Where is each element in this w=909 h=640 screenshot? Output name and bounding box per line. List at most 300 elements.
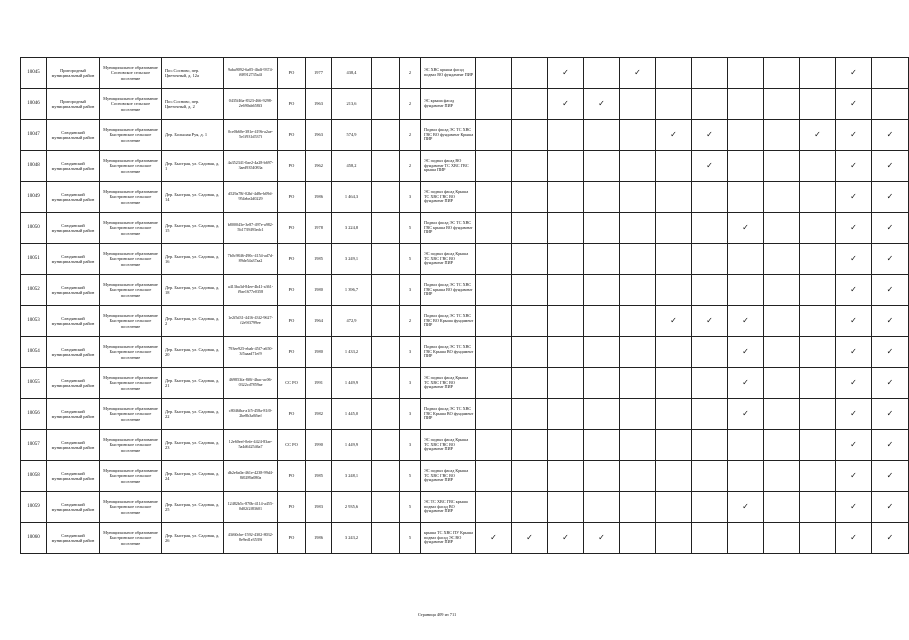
check-mark-icon: ✓ [850, 254, 857, 264]
table-row [21, 58, 909, 89]
ownership: СС РО [278, 430, 306, 461]
work-check-cell [800, 368, 836, 399]
row-id: 10047 [21, 120, 47, 151]
table-row [21, 213, 909, 244]
work-check-cell [656, 306, 692, 337]
table-row [21, 368, 909, 399]
page-number: Страница 409 из 711 [417, 612, 457, 617]
work-check-cell [836, 120, 872, 151]
work-check-cell [584, 89, 620, 120]
area: 1 445,0 [332, 399, 372, 430]
table-row [21, 151, 909, 182]
work-check-cell [512, 337, 548, 368]
work-check-cell [872, 492, 909, 523]
house-uid: 469853fa-8f0f-4bac-ac06-0322cd7859ae [224, 368, 278, 399]
work-check-cell [656, 120, 692, 151]
check-mark-icon: ✓ [562, 533, 569, 543]
work-check-cell [620, 120, 656, 151]
house-uid: 0435f46a-8323-466-9298-2e690ab658f3 [224, 89, 278, 120]
build-year: 1980 [306, 275, 332, 306]
work-check-cell [872, 151, 909, 182]
district: Слюдянский муниципальный район [47, 430, 100, 461]
floors: 3 [400, 430, 421, 461]
house-uid: 793ee925-ebab-45f7-a650-3f5aaad71ef9 [224, 337, 278, 368]
work-check-cell [548, 492, 584, 523]
row-id: 10056 [21, 399, 47, 430]
district: Пригородный муниципальный район [47, 89, 100, 120]
district: Пригородный муниципальный район [47, 58, 100, 89]
work-check-cell [836, 89, 872, 120]
ownership: РО [278, 151, 306, 182]
works-list: Подвал фасад ЭС ТС ХВС ГВС крыша ВО фундамент ПИР [421, 275, 476, 306]
row-id: 10055 [21, 368, 47, 399]
check-mark-icon: ✓ [850, 440, 857, 450]
work-check-cell [656, 337, 692, 368]
empty-cell [372, 89, 400, 120]
district: Слюдянский муниципальный район [47, 461, 100, 492]
work-check-cell [476, 368, 512, 399]
work-check-cell [764, 151, 800, 182]
empty-cell [372, 337, 400, 368]
empty-cell [372, 151, 400, 182]
district: Слюдянский муниципальный район [47, 337, 100, 368]
check-mark-icon: ✓ [742, 347, 749, 357]
work-check-cell [656, 182, 692, 213]
work-check-cell [656, 244, 692, 275]
work-check-cell [692, 430, 728, 461]
work-check-cell [512, 244, 548, 275]
address: Дер. Быстрая, ул. Садовая, д. 20 [162, 337, 224, 368]
work-check-cell [764, 244, 800, 275]
work-check-cell [872, 182, 909, 213]
work-check-cell [800, 337, 836, 368]
check-mark-icon: ✓ [886, 316, 894, 326]
table-row [21, 244, 909, 275]
work-check-cell [512, 89, 548, 120]
work-check-cell [800, 58, 836, 89]
settlement: Муниципальное образование Быстринское сельское поселение [100, 492, 162, 523]
works-list: ЭС крыша фасад фундамент ПИР [421, 89, 476, 120]
empty-cell [372, 399, 400, 430]
work-check-cell [656, 89, 692, 120]
empty-cell [372, 213, 400, 244]
check-mark-icon: ✓ [706, 316, 713, 326]
work-check-cell [476, 399, 512, 430]
floors: 3 [400, 182, 421, 213]
ownership: РО [278, 275, 306, 306]
check-mark-icon: ✓ [850, 533, 857, 543]
work-check-cell [692, 275, 728, 306]
work-check-cell [548, 58, 584, 89]
row-id: 10048 [21, 151, 47, 182]
work-check-cell [764, 399, 800, 430]
area: 1 464,3 [332, 182, 372, 213]
ownership: РО [278, 492, 306, 523]
check-mark-icon: ✓ [850, 285, 857, 295]
work-check-cell [836, 461, 872, 492]
works-list: ЭС подвал фасад Крыша ТС ХВС ГВС ВО фундамент ПИР [421, 461, 476, 492]
area: 3 243,2 [332, 523, 372, 554]
house-uid: 4a352341-0ae2-4a28-b697-3aed9354083a [224, 151, 278, 182]
check-mark-icon: ✓ [850, 223, 857, 233]
work-check-cell [620, 275, 656, 306]
ownership: РО [278, 120, 306, 151]
area: 574,9 [332, 120, 372, 151]
work-check-cell [800, 461, 836, 492]
house-uid: 0ce0b60e-381e-419b-a2ae-5e1f931d537f [224, 120, 278, 151]
work-check-cell [512, 430, 548, 461]
house-uid: b800043e-3e87-497e-a982-5b1739493edc1 [224, 213, 278, 244]
work-check-cell [800, 399, 836, 430]
work-check-cell [620, 213, 656, 244]
work-check-cell [476, 58, 512, 89]
work-check-cell [656, 213, 692, 244]
area: 3 224,8 [332, 213, 372, 244]
work-check-cell [692, 89, 728, 120]
work-check-cell [512, 120, 548, 151]
work-check-cell [620, 151, 656, 182]
floors: 3 [400, 337, 421, 368]
check-mark-icon: ✓ [850, 409, 857, 419]
work-check-cell [692, 461, 728, 492]
work-check-cell [872, 120, 909, 151]
check-mark-icon: ✓ [886, 409, 894, 419]
work-check-cell [584, 275, 620, 306]
address: Дер. Быстрая, ул. Садовая, д. 26 [162, 523, 224, 554]
work-check-cell [692, 368, 728, 399]
work-check-cell [764, 58, 800, 89]
works-list: ЭС подвал фасад Крыша ТС ХВС ГВС ВО фундамент ПИР [421, 244, 476, 275]
floors: 5 [400, 244, 421, 275]
work-check-cell [728, 337, 764, 368]
empty-cell [372, 244, 400, 275]
area: 458,2 [332, 151, 372, 182]
work-check-cell [512, 275, 548, 306]
work-check-cell [872, 430, 909, 461]
ownership: РО [278, 89, 306, 120]
work-check-cell [800, 182, 836, 213]
house-uid: db2e6a0a-461e-4238-99d4-8f0289a080a [224, 461, 278, 492]
work-check-cell [476, 523, 512, 554]
work-check-cell [656, 430, 692, 461]
work-check-cell [548, 337, 584, 368]
housing-register-table [20, 57, 909, 554]
check-mark-icon: ✓ [850, 502, 857, 512]
table-row [21, 399, 909, 430]
check-mark-icon: ✓ [886, 378, 894, 388]
work-check-cell [548, 182, 584, 213]
empty-cell [372, 430, 400, 461]
work-check-cell [584, 399, 620, 430]
floors: 2 [400, 151, 421, 182]
check-mark-icon: ✓ [706, 161, 713, 171]
work-check-cell [692, 399, 728, 430]
district: Слюдянский муниципальный район [47, 523, 100, 554]
work-check-cell [728, 523, 764, 554]
ownership: РО [278, 182, 306, 213]
table-row [21, 182, 909, 213]
build-year: 1963 [306, 120, 332, 151]
work-check-cell [548, 275, 584, 306]
settlement: Муниципальное образование Сосновское сельское поселение [100, 89, 162, 120]
check-mark-icon: ✓ [850, 378, 857, 388]
work-check-cell [656, 461, 692, 492]
work-check-cell [764, 120, 800, 151]
settlement: Муниципальное образование Быстринское сельское поселение [100, 120, 162, 151]
area: 1 449,9 [332, 430, 372, 461]
check-mark-icon: ✓ [814, 130, 821, 140]
ownership: СС РО [278, 368, 306, 399]
house-uid: c8046fba-a1f5-458a-81f0-2be8b3a0fbef [224, 399, 278, 430]
check-mark-icon: ✓ [850, 347, 857, 357]
settlement: Муниципальное образование Быстринское сельское поселение [100, 151, 162, 182]
work-check-cell [836, 58, 872, 89]
work-check-cell [836, 430, 872, 461]
work-check-cell [764, 213, 800, 244]
work-check-cell [728, 244, 764, 275]
works-list: крыша ТС ХВС ПУ Крыша подвал фасад ЭС ВО фундамент ПИР [421, 523, 476, 554]
check-mark-icon: ✓ [886, 533, 894, 543]
work-check-cell [584, 368, 620, 399]
area: 2 935,6 [332, 492, 372, 523]
check-mark-icon: ✓ [742, 378, 749, 388]
row-id: 10052 [21, 275, 47, 306]
address: Пос.Сосново, пер. Цветочный, д. 2 [162, 89, 224, 120]
works-list: Подвал фасад ЭС ТС ХВС ГВС Крыша ВО фундамент ПИР [421, 337, 476, 368]
district: Слюдянский муниципальный район [47, 244, 100, 275]
check-mark-icon: ✓ [886, 223, 894, 233]
row-id: 10054 [21, 337, 47, 368]
work-check-cell [656, 523, 692, 554]
check-mark-icon: ✓ [850, 68, 857, 78]
check-mark-icon: ✓ [670, 130, 677, 140]
address: Дер. Быстрая, ул. Садовая, д. 23 [162, 430, 224, 461]
work-check-cell [584, 337, 620, 368]
check-mark-icon: ✓ [886, 192, 894, 202]
check-mark-icon: ✓ [526, 533, 533, 543]
work-check-cell [692, 182, 728, 213]
work-check-cell [656, 58, 692, 89]
work-check-cell [764, 523, 800, 554]
work-check-cell [620, 58, 656, 89]
floors: 2 [400, 89, 421, 120]
check-mark-icon: ✓ [850, 130, 857, 140]
work-check-cell [512, 461, 548, 492]
check-mark-icon: ✓ [598, 533, 605, 543]
check-mark-icon: ✓ [670, 316, 677, 326]
address: Пос.Сосново, пер. Цветочный, д. 12а [162, 58, 224, 89]
work-check-cell [656, 492, 692, 523]
address: Дер. Быстрая, ул. Садовая, д. 1 [162, 151, 224, 182]
build-year: 1985 [306, 244, 332, 275]
work-check-cell [692, 120, 728, 151]
work-check-cell [728, 89, 764, 120]
empty-cell [372, 306, 400, 337]
work-check-cell [692, 337, 728, 368]
work-check-cell [872, 244, 909, 275]
work-check-cell [764, 337, 800, 368]
work-check-cell [512, 213, 548, 244]
work-check-cell [584, 461, 620, 492]
row-id: 10053 [21, 306, 47, 337]
address: Дер. Быстрая, ул. Садовая, д. 18 [162, 275, 224, 306]
row-id: 10051 [21, 244, 47, 275]
work-check-cell [872, 89, 909, 120]
district: Слюдянский муниципальный район [47, 368, 100, 399]
work-check-cell [476, 182, 512, 213]
floors: 3 [400, 275, 421, 306]
works-list: Подвал фасад ЭС ТС ХВС ГВС ВО Крыша фундамент ПИР [421, 306, 476, 337]
table-row [21, 337, 909, 368]
work-check-cell [512, 182, 548, 213]
row-id: 10046 [21, 89, 47, 120]
work-check-cell [584, 213, 620, 244]
district: Слюдянский муниципальный район [47, 213, 100, 244]
build-year: 1985 [306, 461, 332, 492]
settlement: Муниципальное образование Быстринское сельское поселение [100, 523, 162, 554]
work-check-cell [836, 244, 872, 275]
work-check-cell [800, 213, 836, 244]
work-check-cell [836, 523, 872, 554]
work-check-cell [620, 430, 656, 461]
check-mark-icon: ✓ [850, 471, 857, 481]
work-check-cell [656, 275, 692, 306]
check-mark-icon: ✓ [598, 99, 605, 109]
row-id: 10045 [21, 58, 47, 89]
work-check-cell [872, 275, 909, 306]
row-id: 10049 [21, 182, 47, 213]
build-year: 1982 [306, 399, 332, 430]
work-check-cell [836, 151, 872, 182]
check-mark-icon: ✓ [742, 409, 749, 419]
work-check-cell [512, 151, 548, 182]
table-row [21, 492, 909, 523]
works-list: ЭС подвал фасад Крыша ТС ХВС ГВС ВО фундамент ПИР [421, 182, 476, 213]
work-check-cell [584, 151, 620, 182]
area: 213,6 [332, 89, 372, 120]
settlement: Муниципальное образование Быстринское сельское поселение [100, 306, 162, 337]
settlement: Муниципальное образование Быстринское сельское поселение [100, 368, 162, 399]
work-check-cell [764, 430, 800, 461]
floors: 2 [400, 306, 421, 337]
work-check-cell [872, 523, 909, 554]
work-check-cell [692, 523, 728, 554]
work-check-cell [548, 120, 584, 151]
settlement: Муниципальное образование Быстринское сельское поселение [100, 182, 162, 213]
empty-cell [372, 523, 400, 554]
table-row [21, 120, 909, 151]
table-row [21, 275, 909, 306]
house-uid: 7b0c9846-490c-4154-ad7d-89de54a37aa2 [224, 244, 278, 275]
empty-cell [372, 492, 400, 523]
area: 1 433,2 [332, 337, 372, 368]
work-check-cell [512, 368, 548, 399]
table-row [21, 306, 909, 337]
floors: 2 [400, 58, 421, 89]
work-check-cell [728, 213, 764, 244]
work-check-cell [728, 368, 764, 399]
area: 1 396,7 [332, 275, 372, 306]
work-check-cell [800, 523, 836, 554]
area: 1 449,9 [332, 368, 372, 399]
floors: 5 [400, 523, 421, 554]
work-check-cell [800, 306, 836, 337]
ownership: РО [278, 306, 306, 337]
work-check-cell [548, 430, 584, 461]
work-check-cell [764, 275, 800, 306]
house-uid: 43f60cbe-1592-4302-8032-8e9ed1e3539f [224, 523, 278, 554]
work-check-cell [584, 492, 620, 523]
ownership: РО [278, 244, 306, 275]
empty-cell [372, 58, 400, 89]
table-row [21, 461, 909, 492]
work-check-cell [692, 306, 728, 337]
work-check-cell [692, 58, 728, 89]
district: Слюдянский муниципальный район [47, 399, 100, 430]
work-check-cell [548, 461, 584, 492]
settlement: Муниципальное образование Быстринское сельское поселение [100, 461, 162, 492]
works-list: ЭС ТС ХВС ГВС крыша подвал фасад ВО фундамент ПИР [421, 492, 476, 523]
empty-cell [372, 120, 400, 151]
house-uid: 12e60eef-0efe-4424-83ae-5a4d642546a7 [224, 430, 278, 461]
work-check-cell [476, 120, 512, 151]
empty-cell [372, 368, 400, 399]
row-id: 10058 [21, 461, 47, 492]
table-row [21, 89, 909, 120]
works-list: ЭС подвал фасад ВО фундамент ТС ХВС ГВС крыша ПИР [421, 151, 476, 182]
build-year: 1990 [306, 430, 332, 461]
house-uid: 12482b5c-870b-4114-a455-0d02f2f83601 [224, 492, 278, 523]
settlement: Муниципальное образование Быстринское сельское поселение [100, 430, 162, 461]
works-list: Подвал фасад ЭС ТС ХВС ГВС Крыша ВО фундамент ПИР [421, 399, 476, 430]
work-check-cell [584, 58, 620, 89]
row-id: 10050 [21, 213, 47, 244]
work-check-cell [620, 306, 656, 337]
check-mark-icon: ✓ [850, 316, 857, 326]
work-check-cell [728, 306, 764, 337]
work-check-cell [548, 523, 584, 554]
work-check-cell [620, 461, 656, 492]
work-check-cell [512, 523, 548, 554]
work-check-cell [872, 213, 909, 244]
check-mark-icon: ✓ [490, 533, 497, 543]
work-check-cell [872, 337, 909, 368]
work-check-cell [476, 430, 512, 461]
work-check-cell [620, 337, 656, 368]
house-uid: 9aba9092-6a05-4bdf-9374-f68912735a4f [224, 58, 278, 89]
check-mark-icon: ✓ [886, 254, 894, 264]
work-check-cell [764, 89, 800, 120]
work-check-cell [656, 368, 692, 399]
ownership: РО [278, 461, 306, 492]
address: Дер. Быстрая, ул. Садовая, д. 14 [162, 182, 224, 213]
check-mark-icon: ✓ [886, 502, 894, 512]
work-check-cell [548, 151, 584, 182]
work-check-cell [584, 430, 620, 461]
work-check-cell [728, 275, 764, 306]
work-check-cell [872, 306, 909, 337]
table-row [21, 523, 909, 554]
work-check-cell [872, 58, 909, 89]
floors: 5 [400, 492, 421, 523]
ownership: РО [278, 523, 306, 554]
work-check-cell [764, 368, 800, 399]
work-check-cell [836, 213, 872, 244]
work-check-cell [476, 151, 512, 182]
work-check-cell [836, 275, 872, 306]
district: Слюдянский муниципальный район [47, 120, 100, 151]
work-check-cell [800, 151, 836, 182]
